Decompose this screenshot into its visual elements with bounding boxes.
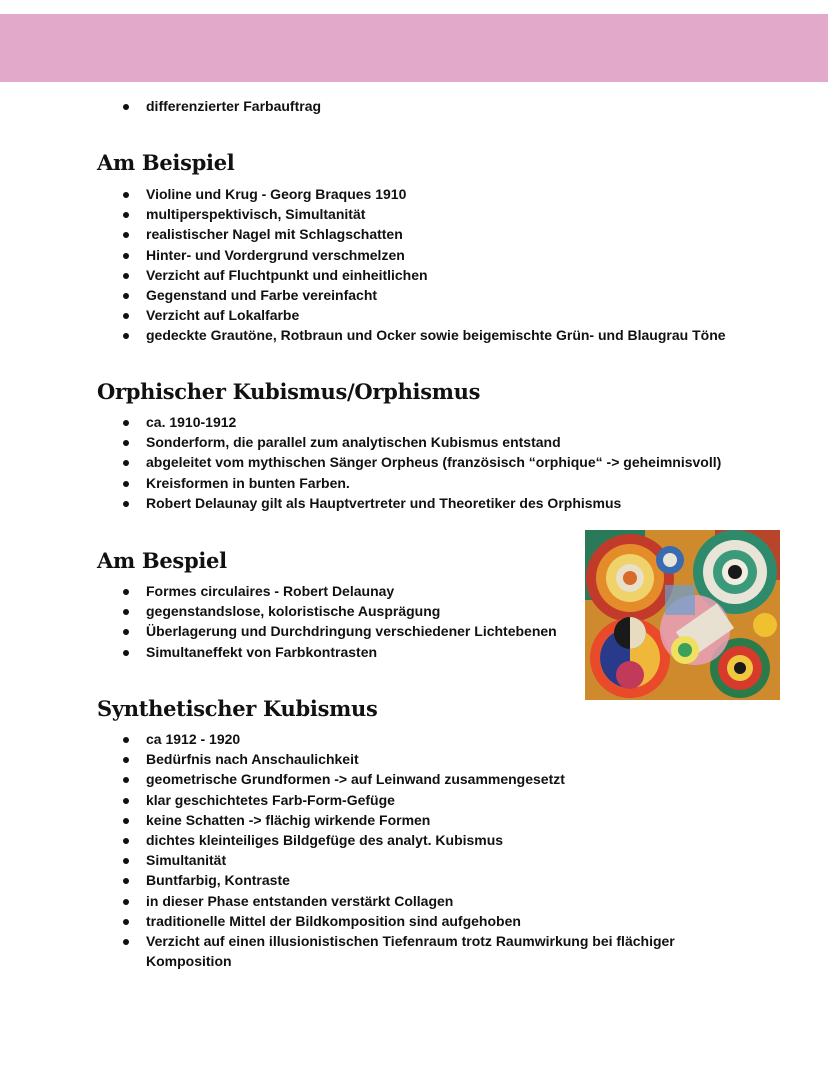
list-item: differenzierter Farbauftrag (121, 96, 741, 116)
list-item: Kreisformen in bunten Farben. (121, 473, 741, 493)
list-item: Simultanität (121, 850, 741, 870)
list-item: ca. 1910-1912 (121, 412, 741, 432)
section-list-orphismus (121, 412, 741, 513)
list-item: Verzicht auf Fluchtpunkt und einheitlichen (121, 265, 741, 285)
list-item: gegenstandslose, koloristische Ausprägung (121, 601, 741, 621)
list-item: multiperspektivisch, Simultanität (121, 204, 741, 224)
list-item: gedeckte Grautöne, Rotbraun und Ocker sowie beigemischte Grün- und Blaugrau Töne (121, 325, 741, 345)
list-item: geometrische Grundformen -> auf Leinwand zusammengesetzt (121, 769, 741, 789)
list-item: Verzicht auf Lokalfarbe (121, 305, 741, 325)
list-item: klar geschichtetes Farb-Form-Gefüge (121, 790, 741, 810)
section-heading-orphismus: Orphischer Kubismus/Orphismus (97, 379, 481, 404)
list-item: Überlagerung und Durchdringung verschiedener Lichtebenen (121, 621, 741, 641)
list-item: abgeleitet vom mythischen Sänger Orpheus (französisch “orphique“ -> geheimnisvoll) (121, 452, 741, 472)
section-heading-am-beispiel: Am Beispiel (97, 150, 235, 175)
list-item: Bedürfnis nach Anschaulichkeit (121, 749, 741, 769)
header-band (0, 14, 828, 82)
list-item: Simultaneffekt von Farbkontrasten (121, 642, 741, 662)
list-item: Sonderform, die parallel zum analytischen Kubismus entstand (121, 432, 741, 452)
list-item: keine Schatten -> flächig wirkende Formen (121, 810, 741, 830)
list-item: Formes circulaires - Robert Delaunay (121, 581, 741, 601)
list-item: Hinter- und Vordergrund verschmelzen (121, 245, 741, 265)
list-item: Buntfarbig, Kontraste (121, 870, 741, 890)
list-item: Robert Delaunay gilt als Hauptvertreter und Theoretiker des Orphismus (121, 493, 741, 513)
list-item: dichtes kleinteiliges Bildgefüge des analyt. Kubismus (121, 830, 741, 850)
list-item: in dieser Phase entstanden verstärkt Collagen (121, 891, 741, 911)
list-item: realistischer Nagel mit Schlagschatten (121, 224, 741, 244)
formes-circulaires-painting (585, 530, 780, 700)
intro-list (121, 96, 741, 116)
list-item: ca 1912 - 1920 (121, 729, 741, 749)
section-heading-am-bespiel: Am Bespiel (97, 548, 227, 573)
section-list-synthetischer-kubismus (121, 729, 741, 971)
list-item: traditionelle Mittel der Bildkomposition sind aufgehoben (121, 911, 741, 931)
section-list-am-beispiel (121, 184, 741, 346)
section-heading-synthetischer-kubismus: Synthetischer Kubismus (97, 696, 378, 721)
list-item: Gegenstand und Farbe vereinfacht (121, 285, 741, 305)
list-item: Verzicht auf einen illusionistischen Tiefenraum trotz Raumwirkung bei flächiger Komposition (121, 931, 706, 971)
list-item: Violine und Krug - Georg Braques 1910 (121, 184, 741, 204)
